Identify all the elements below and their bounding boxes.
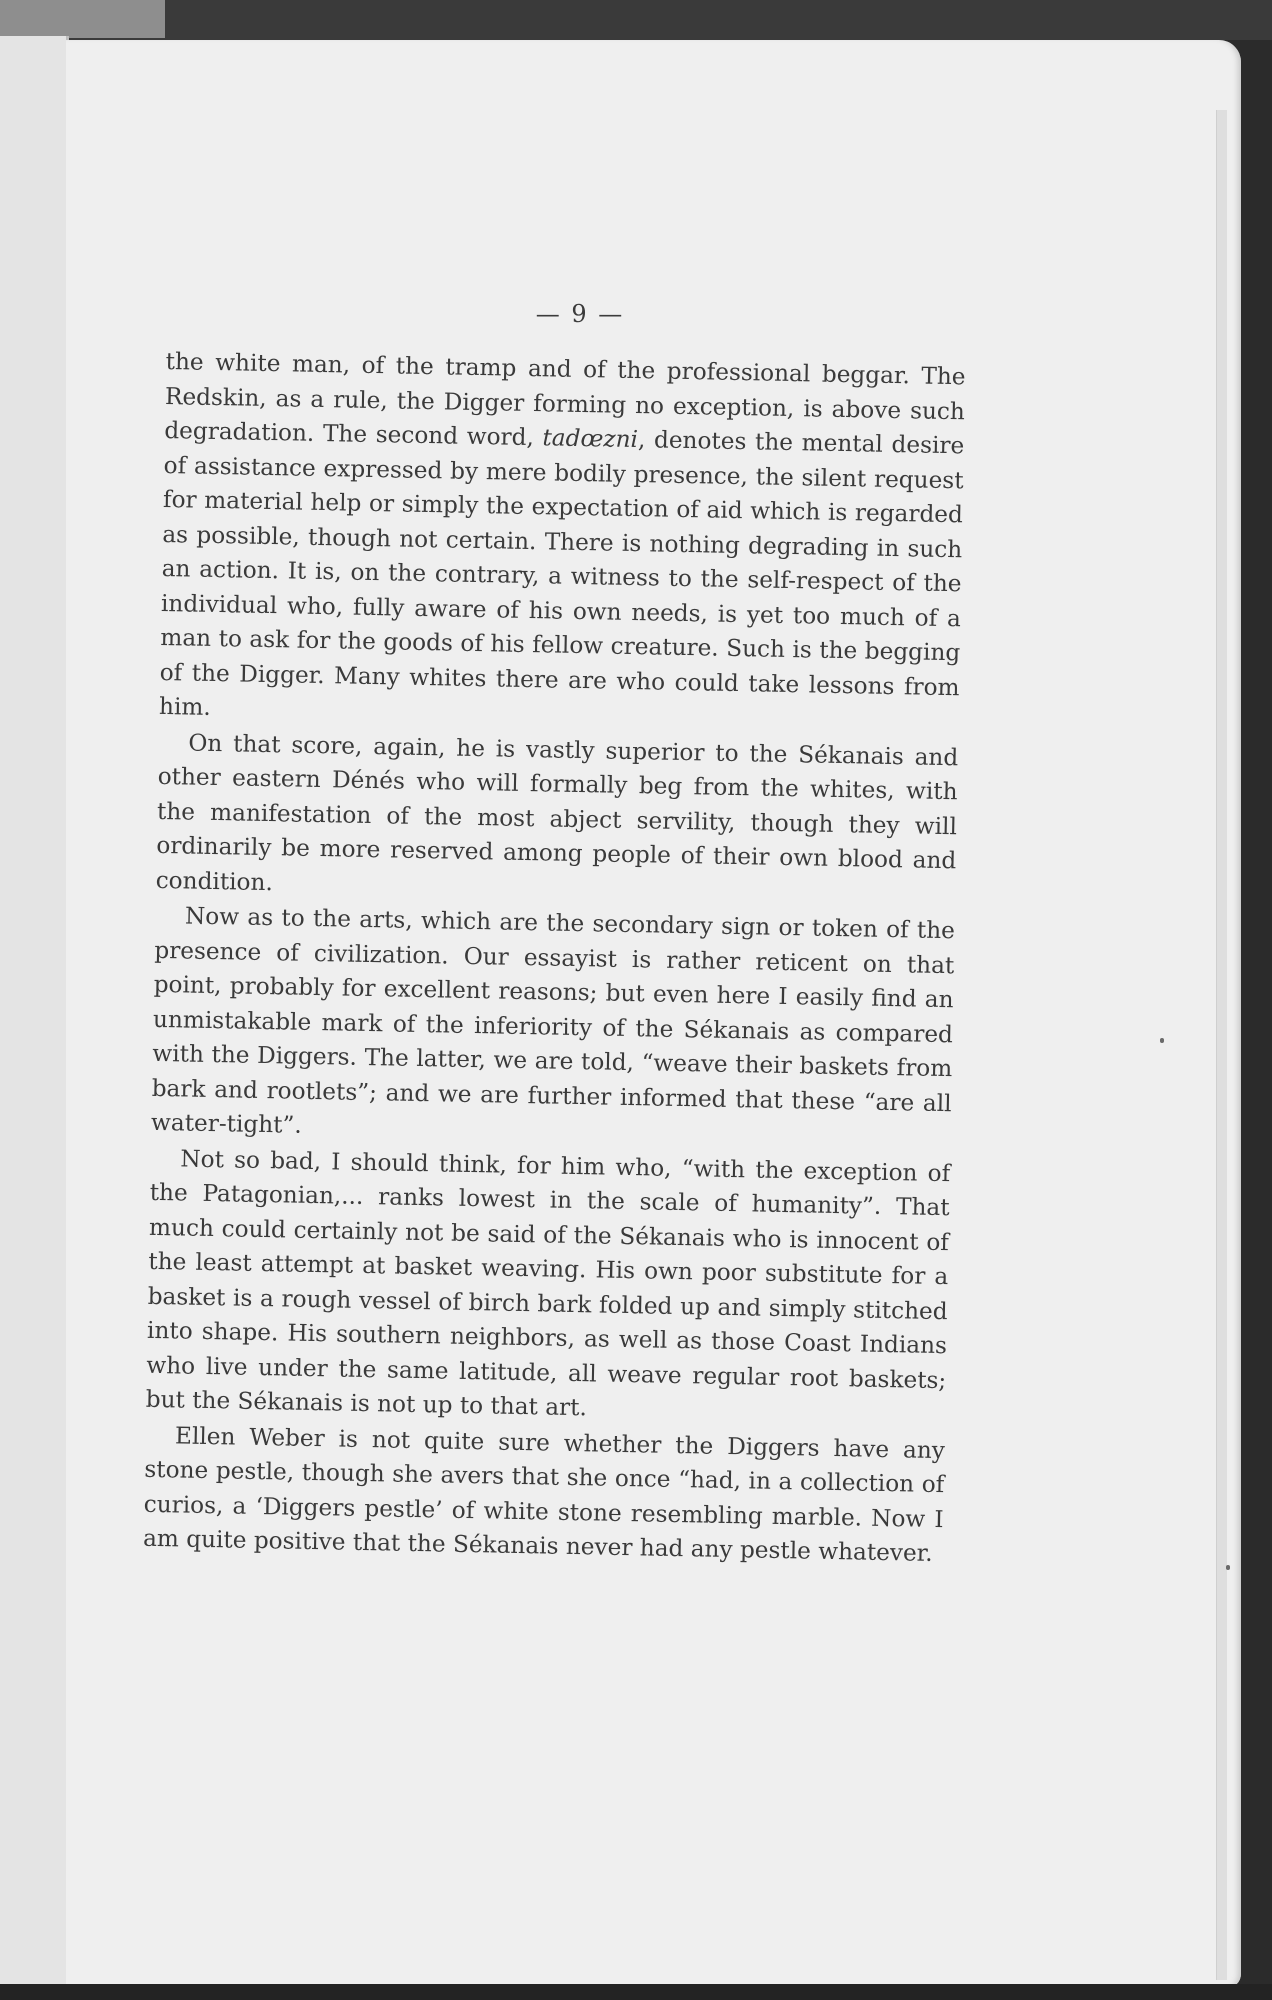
italic-term: tadœzni (542, 424, 639, 454)
adjacent-page-edge (0, 36, 69, 1986)
paper-speck (1226, 1565, 1230, 1570)
paragraph-1 (159, 345, 966, 740)
scan-top-border (0, 0, 1272, 40)
paragraph-2: On that score, again, he is vastly superior to the Sékanais and other eastern Dénés who will formally beg from the whites, with the manifestation of the most abject servility, though they will ordinarily be more reserved among people of their own blood and condition. (155, 729, 959, 896)
page-fore-edge (1216, 110, 1227, 1980)
paragraph-1-text-before: the white man, of the tramp and of the professional beggar. The Redskin, as a rule, the Digger forming no exception, is above such degradation. The second word, (164, 347, 966, 452)
paragraph-4: Not so bad, I should think, for him who, “with the exception of the Patagonian,... ranks lowest in the scale of humanity”. That much could certainly not be said of the Sékanais who is innocent of the least attempt at basket weaving. His own poor substitute for a basket is a rough vessel of birch bark folded up and simply stitched into shape. His southern neighbors, as well as those Coast Indians who live under the same latitude, all weave regular root baskets; but the Sékanais is not up to that art. (145, 1144, 951, 1422)
body-text (143, 345, 966, 1572)
scan-top-border-light-patch (0, 0, 165, 38)
paper-speck (1160, 1038, 1164, 1043)
paragraph-5: Ellen Weber is not quite sure whether the Diggers have any stone pestle, though she avers that she once “had, in a collection of curios, a ‘Diggers pestle’ of white stone resembling marble. Now I am quite positive that the Sékanais never had any pestle whatever. (142, 1421, 946, 1567)
paragraph-3: Now as to the arts, which are the secondary sign or token of the presence of civilization. Our essayist is rather reticent on that point, probably for excellent reasons; but even here I easily find an unmistakable mark of the inferiority of the Sékanais as compared with the Diggers. The latter, we are told, “weave their baskets from bark and rootlets”; and we are further informed that these “are all water-tight”. (150, 902, 956, 1139)
paragraph-1-text-after: , denotes the mental desire of assistance expressed by mere bodily presence, the silent request for material help or simply the expectation of aid which is regarded as possible, though not certain. There is nothing degrading in such an action. It is, on the contrary, a witness to the self-respect of the individual who, fully aware of his own needs, is yet too much of a man to ask for the goods of his fellow creature. Such is the begging of the Digger. Many whites there are who could take lessons from him. (158, 426, 965, 721)
page-number: — 9 — (535, 300, 625, 328)
scan-bottom-border (0, 1984, 1272, 2000)
